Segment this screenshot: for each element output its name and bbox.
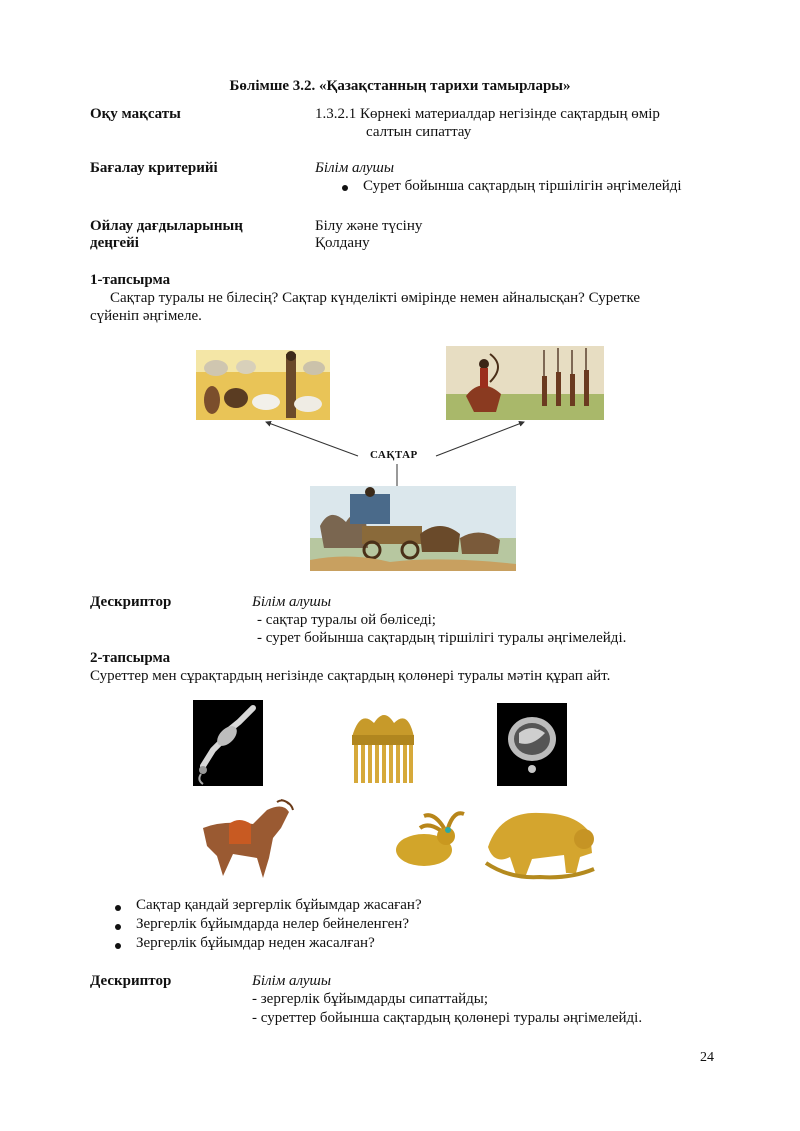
objective-label: Оқу мақсаты <box>90 106 181 122</box>
thinking-level-1: Білу және түсіну <box>315 218 423 234</box>
silver-plaque-image <box>497 703 567 786</box>
saka-label: САҚТАР <box>370 449 418 461</box>
objective-line2: салтын сипаттау <box>366 124 472 140</box>
descriptor1-label: Дескриптор <box>90 594 172 610</box>
descriptor2-learner: Білім алушы <box>252 973 332 989</box>
bullet-icon <box>115 943 121 949</box>
gold-deer-image <box>384 806 470 876</box>
descriptor1-learner: Білім алушы <box>252 594 332 610</box>
bullet-icon <box>115 905 121 911</box>
descriptor2-item-2: - суреттер бойынша сақтардың қолөнері туралы әңгімелейді. <box>252 1010 643 1026</box>
ornament-brooch-image <box>193 700 263 786</box>
task2-heading: 2-тапсырма <box>90 650 171 666</box>
objective-line1: 1.3.2.1 Көрнекі материалдар негізінде сақтардың өмір <box>315 106 660 122</box>
task1-line2: сүйеніп әңгімеле. <box>90 308 202 324</box>
thinking-label-2: деңгейі <box>90 235 139 251</box>
horse-figure-image <box>193 798 297 880</box>
section-title: Бөлімше 3.2. «Қазақстанның тарихи тамырлары» <box>229 78 571 94</box>
camel-caravan-image <box>310 486 516 571</box>
question-2: Зергерлік бұйымдарда нелер бейнеленген? <box>136 916 409 932</box>
thinking-level-2: Қолдану <box>315 235 370 251</box>
task1-line1: Сақтар туралы не білесің? Сақтар күнделікті өмірінде немен айналысқан? Суретке <box>110 290 641 306</box>
descriptor2-label: Дескриптор <box>90 973 172 989</box>
descriptor1-item-2: - сурет бойынша сақтардың тіршілігі туралы әңгімелейді. <box>257 630 627 646</box>
nomads-herding-image <box>196 350 330 420</box>
page-number: 24 <box>700 1050 714 1065</box>
horse-archers-image <box>446 346 604 420</box>
bullet-icon <box>115 924 121 930</box>
gold-comb-image <box>346 703 420 787</box>
criteria-label: Бағалау критерийі <box>90 160 218 176</box>
descriptor2-item-1: - зергерлік бұйымдарды сипаттайды; <box>252 991 489 1007</box>
gold-panther-image <box>480 803 600 881</box>
task2-line1: Суреттер мен сұрақтардың негізінде сақтардың қолөнері туралы мәтін құрап айт. <box>90 668 611 684</box>
criteria-bullet: Сурет бойынша сақтардың тіршілігін әңгімелейді <box>363 178 682 194</box>
thinking-label-1: Ойлау дағдыларының <box>90 218 243 234</box>
criteria-learner: Білім алушы <box>315 160 395 176</box>
bullet-icon <box>342 185 348 191</box>
question-1: Сақтар қандай зергерлік бұйымдар жасаған? <box>136 897 422 913</box>
descriptor1-item-1: - сақтар туралы ой бөліседі; <box>257 612 436 628</box>
task1-heading: 1-тапсырма <box>90 272 171 288</box>
question-3: Зергерлік бұйымдар неден жасалған? <box>136 935 375 951</box>
